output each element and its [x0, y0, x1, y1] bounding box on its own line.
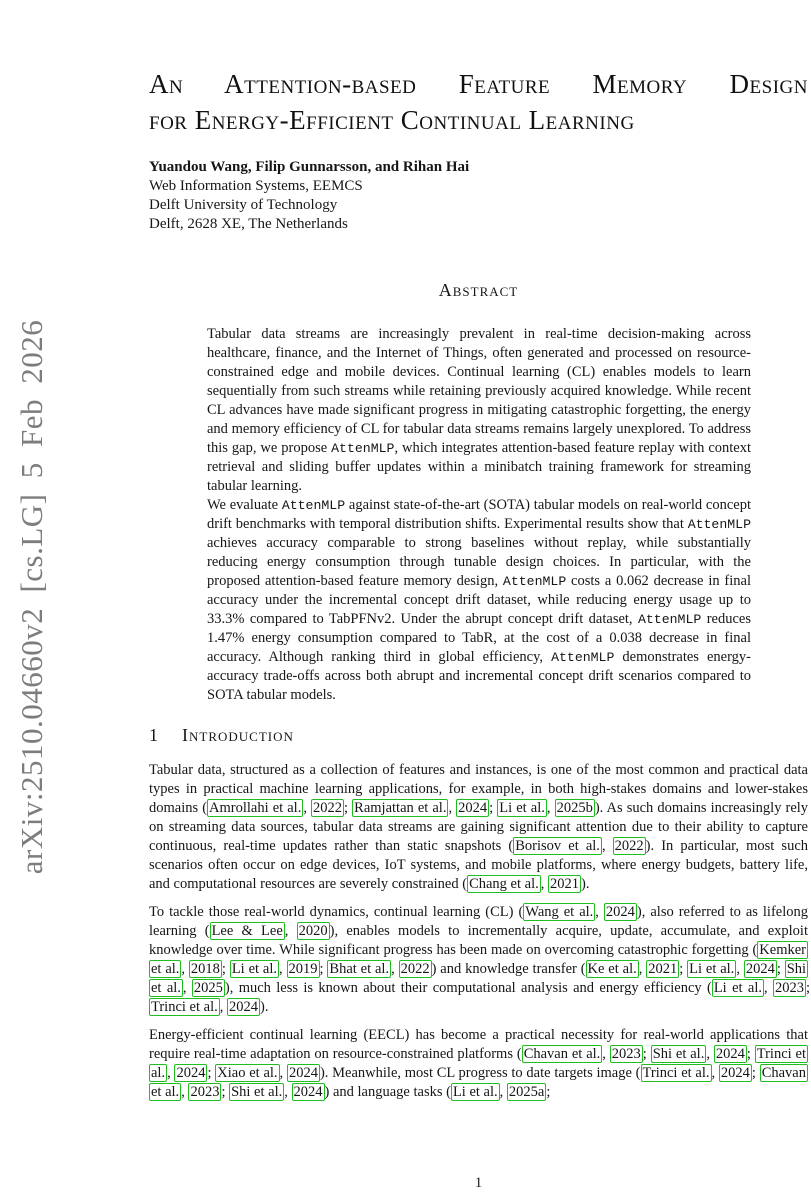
citation-link[interactable]: 2024: [458, 800, 488, 816]
citation-link[interactable]: 2023: [611, 1046, 641, 1062]
abstract-body: [207, 325, 751, 705]
text-run: ;: [679, 961, 688, 977]
text-run: ,: [181, 961, 189, 977]
citation-link[interactable]: 2023: [774, 980, 804, 996]
text-run: ,: [706, 1046, 714, 1062]
section-title: Introduction: [182, 725, 294, 745]
citation-link[interactable]: 2022: [400, 961, 430, 977]
section-heading-introduction: [149, 725, 808, 746]
citation-link[interactable]: Ramjattan et al.: [354, 800, 447, 816]
text-run: ;: [319, 961, 328, 977]
text-run: ), also referred to as lifelong learning (: [149, 904, 809, 939]
text-run: , which integrates attention-based feature replay with context retrieval and sliding buffer updates within a minibatch training framework for streaming tabular learning.: [207, 440, 752, 494]
paper-title-line2: for Energy-Efficient Continual Learning: [149, 105, 635, 135]
citation-link[interactable]: 2023: [190, 1084, 220, 1100]
citation-link[interactable]: Amrollahi et al.: [209, 800, 302, 816]
text-run: ), enables models to incrementally acquire, update, accumulate, and exploit knowledge over time. While significant progress has been made on overcoming catastrophic forgetting (: [149, 923, 808, 958]
text-run: ,: [601, 838, 613, 854]
text-run: ) and knowledge transfer (: [431, 961, 586, 977]
text-run: ,: [284, 923, 297, 939]
citation-link[interactable]: Lee & Lee: [211, 923, 283, 939]
text-run: ;: [546, 1084, 551, 1100]
citation-link[interactable]: 2025: [193, 980, 223, 996]
citation-link[interactable]: Trinci et al.: [642, 1065, 710, 1081]
citation-link[interactable]: Bhat et al.: [329, 961, 390, 977]
text-run: ;: [746, 1046, 755, 1062]
text-run: ,: [182, 980, 192, 996]
citation-link[interactable]: Shi et al.: [231, 1084, 283, 1100]
text-run: ,: [279, 1065, 287, 1081]
citation-link[interactable]: 2024: [605, 904, 635, 920]
text-run: ,: [638, 961, 647, 977]
abstract-paragraph: [207, 496, 751, 705]
inline-code: AttenMLP: [502, 574, 567, 589]
abstract-paragraph: [207, 325, 751, 496]
text-run: ).: [580, 876, 590, 892]
text-run: ;: [221, 961, 230, 977]
citation-link[interactable]: 2021: [549, 876, 579, 892]
text-run: ) and language tasks (: [324, 1084, 451, 1100]
text-run: Energy-efficient continual learning (EECL) has become a practical necessity for real-world applications that require real-time adaptation on resource-constrained platforms (: [149, 1027, 808, 1062]
text-run: ,: [595, 904, 604, 920]
citation-link[interactable]: 2018: [190, 961, 220, 977]
author-affiliation: Delft, 2628 XE, The Netherlands: [149, 216, 348, 232]
text-run: ;: [805, 980, 810, 996]
text-run: ).: [259, 999, 269, 1015]
citation-link[interactable]: Shi et al.: [151, 961, 807, 996]
text-run: ;: [489, 800, 498, 816]
page-number: 1: [474, 1175, 483, 1191]
text-run: ,: [499, 1084, 507, 1100]
text-run: ,: [763, 980, 773, 996]
text-run: ;: [751, 1065, 760, 1081]
citation-link[interactable]: 2024: [228, 999, 258, 1015]
text-run: ). In particular, most such scenarios often occur on edge devices, IoT systems, and mobile platforms, where energy budgets, battery life, and computational resources are severely constrained (: [149, 838, 809, 892]
text-run: ,: [303, 800, 312, 816]
citation-link[interactable]: Chavan et al.: [151, 1065, 806, 1100]
abstract-heading: Abstract: [438, 280, 519, 300]
text-run: reduces 1.47% energy consumption compared to TabR, at the cost of a 0.038 decrease in final accuracy. Although ranking third in global efficiency,: [207, 611, 751, 665]
text-run: ,: [181, 1084, 189, 1100]
citation-link[interactable]: 2019: [288, 961, 318, 977]
text-run: ,: [546, 800, 555, 816]
introduction-section: [149, 761, 808, 1102]
text-run: ,: [391, 961, 399, 977]
citation-link[interactable]: 2024: [715, 1046, 745, 1062]
text-run: ;: [776, 961, 785, 977]
citation-link[interactable]: 2021: [648, 961, 678, 977]
inline-code: AttenMLP: [637, 612, 702, 627]
text-run: ,: [602, 1046, 610, 1062]
text-run: Tabular data, structured as a collection of features and instances, is one of the most common and practical data types in practical machine learning applications, for example, in both high-stakes domains and lower-stakes domains (: [149, 762, 808, 816]
text-run: against state-of-the-art (SOTA) tabular models on real-world concept drift benchmarks with temporal distribution shifts. Experimental results show that: [207, 497, 751, 532]
inline-code: AttenMLP: [281, 498, 346, 513]
citation-link[interactable]: Borisov et al.: [515, 838, 600, 854]
citation-link[interactable]: Xiao et al.: [217, 1065, 278, 1081]
inline-code: AttenMLP: [551, 650, 615, 665]
citation-link[interactable]: Chang et al.: [469, 876, 539, 892]
citation-link[interactable]: 2022: [614, 838, 644, 854]
paper-title: [149, 66, 808, 138]
text-run: ,: [167, 1065, 175, 1081]
text-run: Tabular data streams are increasingly prevalent in real-time decision-making across healthcare, finance, and the Internet of Things, often generated and processed on resource-constrained edge and mobile devices. Continual learning (CL) enables models to learn sequentially from such streams while retaining previously acquired knowledge. While recent CL advances have made significant progress in mitigating catastrophic forgetting, the energy and memory efficiency of CL for tabular data streams remains largely unexplored. To address this gap, we propose: [207, 326, 751, 456]
author-affiliation: Web Information Systems, EEMCS: [149, 178, 363, 194]
text-run: ). As such domains increasingly rely on streaming data sources, tabular data streams are gaining significant attention due to their ability to capture continuous, real-time updates rather than static snapshots (: [149, 800, 809, 854]
text-run: ;: [221, 1084, 230, 1100]
citation-link[interactable]: 2025b: [556, 800, 593, 816]
citation-link[interactable]: Li et al.: [231, 961, 277, 977]
text-run: We evaluate: [207, 497, 282, 513]
text-run: ,: [279, 961, 287, 977]
body-paragraph: [149, 1026, 808, 1102]
citation-link[interactable]: Ke et al.: [587, 961, 637, 977]
inline-code: AttenMLP: [687, 517, 751, 532]
citation-link[interactable]: Shi et al.: [652, 1046, 705, 1062]
author-names: Yuandou Wang, Filip Gunnarsson, and Rihan Hai: [149, 159, 470, 175]
author-block: [149, 158, 808, 234]
text-run: ), much less is known about their computational analysis and energy efficiency (: [224, 980, 712, 996]
citation-link[interactable]: Chavan et al.: [523, 1046, 601, 1062]
text-run: ,: [540, 876, 548, 892]
citation-link[interactable]: 2024: [720, 1065, 750, 1081]
citation-link[interactable]: Li et al.: [689, 961, 735, 977]
section-number: 1: [149, 725, 158, 745]
citation-link[interactable]: 2022: [313, 800, 343, 816]
citation-link[interactable]: Trinci et al.: [151, 999, 218, 1015]
body-paragraph: [149, 761, 808, 894]
text-run: costs a 0.062 decrease in final accuracy under the incremental concept drift dataset, while reducing energy usage up to 33.3% compared to TabPFNv2. Under the abrupt concept drift dataset,: [207, 573, 751, 627]
text-run: ,: [711, 1065, 719, 1081]
citation-link[interactable]: 2020: [298, 923, 328, 939]
text-run: ;: [344, 800, 353, 816]
citation-link[interactable]: Li et al.: [499, 800, 545, 816]
arxiv-watermark: arXiv:2510.04660v2 [cs.LG] 5 Feb 2026: [14, 319, 49, 875]
text-run: ,: [736, 961, 744, 977]
inline-code: AttenMLP: [331, 441, 395, 456]
text-run: demonstrates energy-accuracy trade-offs across both abrupt and incremental concept drift scenarios compared to SOTA tabular models.: [207, 649, 752, 703]
citation-link[interactable]: Li et al.: [713, 980, 762, 996]
citation-link[interactable]: Kemker et al.: [151, 942, 806, 977]
citation-link[interactable]: 2024: [745, 961, 775, 977]
body-paragraph: [149, 903, 808, 1017]
citation-link[interactable]: 2024: [293, 1084, 323, 1100]
citation-link[interactable]: 2024: [288, 1065, 318, 1081]
citation-link[interactable]: Wang et al.: [525, 904, 594, 920]
text-run: To tackle those real-world dynamics, continual learning (CL) (: [149, 904, 524, 920]
text-run: ;: [207, 1065, 216, 1081]
citation-link[interactable]: Li et al.: [452, 1084, 498, 1100]
author-affiliation: Delft University of Technology: [149, 197, 338, 213]
citation-link[interactable]: Trinci et al.: [151, 1046, 806, 1081]
citation-link[interactable]: 2024: [176, 1065, 206, 1081]
text-run: ,: [284, 1084, 292, 1100]
paper-title-line1: An Attention-based Feature Memory Design: [149, 69, 808, 99]
text-run: ,: [219, 999, 227, 1015]
text-run: ;: [642, 1046, 651, 1062]
citation-link[interactable]: 2025a: [508, 1084, 545, 1100]
text-run: ,: [448, 800, 457, 816]
text-run: ). Meanwhile, most CL progress to date targets image (: [319, 1065, 641, 1081]
paper-content: [149, 0, 808, 1111]
text-run: achieves accuracy comparable to strong baselines without replay, while substantially reducing energy consumption through tunable design choices. In particular, with the proposed attention-based feature memory design,: [207, 535, 751, 589]
